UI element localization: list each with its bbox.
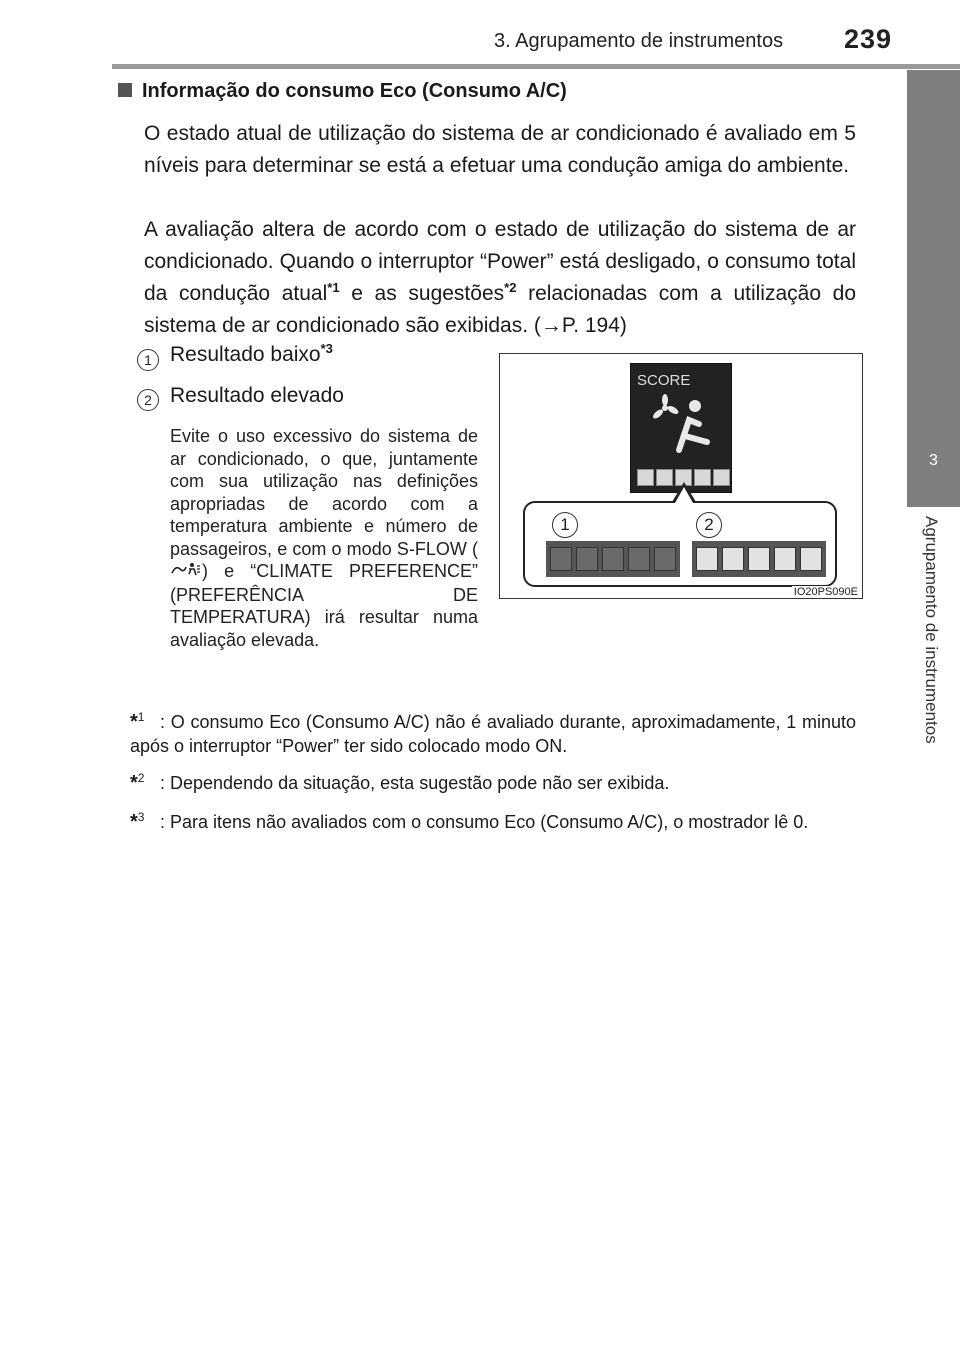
footnote-3-text: : Para itens não avaliados com o consumo Eco (Consumo A/C), o mostrador lê 0.	[160, 812, 809, 832]
footnote-ref-2: *2	[504, 280, 517, 295]
footnote-ref-3-num: 3	[325, 341, 333, 356]
score-title: SCORE	[637, 372, 691, 389]
footnote-3-mark: *$^3$	[130, 810, 145, 833]
para2-text-b: e as sugestões	[339, 282, 505, 305]
running-header-section: 3. Agrupamento de instrumentos	[494, 30, 784, 52]
paragraph-2	[144, 214, 856, 342]
section-heading	[118, 80, 567, 103]
chapter-title-vertical: Agrupamento de instrumentos	[922, 516, 941, 744]
score-screen	[630, 363, 732, 493]
para2-text-a: A avaliação altera de acordo com o estado de utilização do sistema de ar condicionado. Quando o interruptor “Power” está desligado, o consumo total da condução atual	[144, 218, 856, 305]
item-1-label-text: Resultado baixo	[170, 343, 321, 366]
square-bullet-icon	[118, 83, 132, 97]
para2-text-c: relacionadas com a utilização do sistema de ar condicionado são exibidas. (	[144, 282, 857, 337]
s-flow-icon	[170, 561, 202, 584]
low-score-bar	[546, 541, 680, 577]
item-1-number: 1	[137, 349, 159, 371]
item-2-description	[170, 425, 478, 651]
footnote-ref-1: *1	[327, 280, 340, 295]
header-rule	[112, 64, 960, 69]
high-score-bar	[692, 541, 826, 577]
item-2-label: Resultado elevado	[170, 384, 344, 407]
item-2-number: 2	[137, 389, 159, 411]
arrow-icon: →	[540, 314, 562, 337]
footnote-ref-1-num: 1	[332, 280, 340, 295]
footnote-1	[130, 710, 856, 758]
footnote-ref-3: *3	[320, 341, 333, 356]
page-number: 239	[844, 24, 893, 54]
page-reference-link[interactable]: P. 194)	[561, 314, 627, 337]
figure-callout-2: 2	[696, 512, 722, 538]
figure-code: IO20PS090E	[793, 586, 858, 598]
section-heading-text: Informação do consumo Eco (Consumo A/C)	[142, 80, 567, 102]
description-text-a: Evite o uso excessivo do sistema de ar condicionado, o que, juntamente com sua utilização nas definições apropriadas de acordo com a temperatura ambiente e número de passageiros, e com o modo S-FLOW (	[170, 426, 478, 559]
item-1-label	[170, 343, 333, 367]
footnote-2-mark: *$^2$	[130, 771, 145, 794]
footnote-2-text: : Dependendo da situação, esta sugestão pode não ser exibida.	[160, 773, 670, 793]
footnote-2	[130, 771, 856, 795]
chapter-number-tab: 3	[907, 425, 960, 507]
callout-pointer-inner	[675, 487, 693, 503]
footnote-3	[130, 810, 856, 834]
description-text-b: ) e “CLIMATE PREFERENCE” (PREFERÊNCIA DE TEMPERATURA) irá resultar numa avaliação elevada.	[170, 561, 478, 650]
fan-seat-icon	[649, 394, 713, 458]
score-display-figure	[499, 353, 863, 599]
footnote-1-text: : O consumo Eco (Consumo A/C) não é avaliado durante, aproximadamente, 1 minuto após o interruptor “Power” ter sido colocado modo ON.	[130, 712, 856, 756]
side-tab-bar	[907, 70, 960, 425]
footnote-1-mark: *$^1$	[130, 710, 145, 733]
paragraph-1: O estado atual de utilização do sistema de ar condicionado é avaliado em 5 níveis para determinar se está a efetuar uma condução amiga do ambiente.	[144, 122, 856, 177]
figure-callout-1: 1	[552, 512, 578, 538]
footnote-ref-2-num: 2	[509, 280, 517, 295]
